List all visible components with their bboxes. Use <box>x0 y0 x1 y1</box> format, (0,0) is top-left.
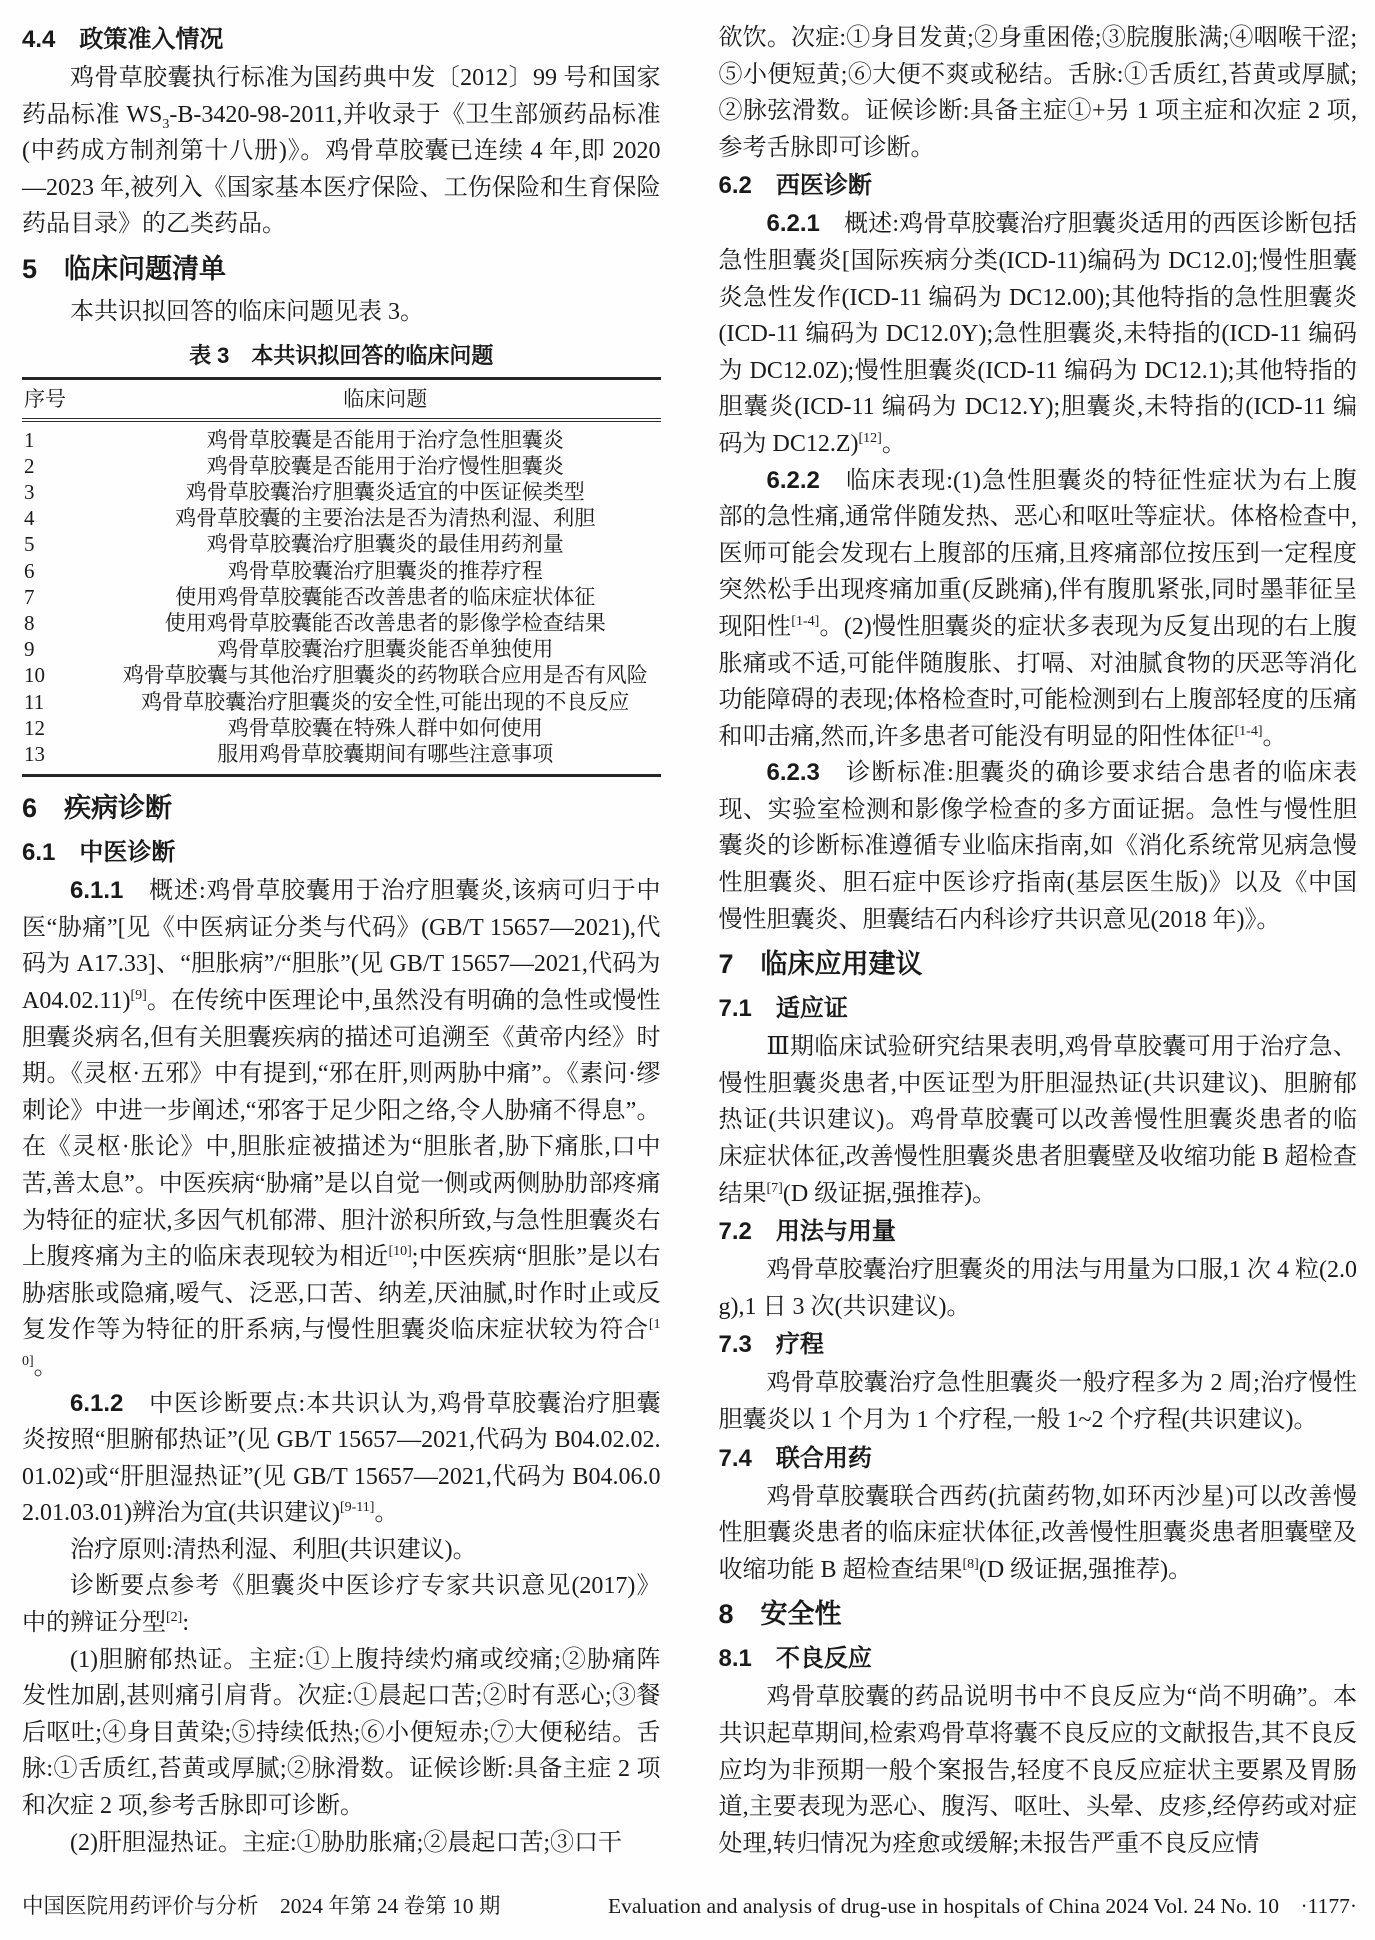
table-row <box>22 505 661 531</box>
table-title: 表 3 本共识拟回答的临床问题 <box>189 342 494 368</box>
footer-journal-title-cn: 中国医院用药评价与分析 2024 年第 24 卷第 10 期 <box>22 1894 501 1918</box>
paragraph-6-1-2-key-points <box>22 1386 661 1532</box>
row-question-cell: 使用鸡骨草胶囊能否改善患者的影像学检查结果 <box>164 610 606 635</box>
header-cell-question: 临床问题 <box>110 378 661 420</box>
paragraph-6-1-1-overview <box>22 873 661 1385</box>
table-header-row <box>22 378 661 420</box>
section-heading-6-2: 6.2 西医诊断 <box>718 172 872 200</box>
section-heading-7-3: 7.3 疗程 <box>718 1331 824 1359</box>
text-run: 鸡骨草胶囊联合西药(抗菌药物,如环丙沙星)可以改善慢性胆囊炎患者的临床症状体征,改善慢性胆囊炎患者胆囊壁及收缩功能 B 超检查结果 <box>718 1483 1357 1583</box>
paragraph-diagnosis-reference <box>22 1568 661 1641</box>
citation-superscript: [1-4] <box>1234 723 1263 739</box>
table-body <box>22 420 661 776</box>
text-run: 。 <box>374 1500 399 1527</box>
section-heading-4-4: 4.4 政策准入情况 <box>22 26 224 53</box>
text-run: 鸡骨草胶囊治疗胆囊炎的用法与用量为口服,1 次 4 粒(2.0 g),1 日 3 次(共识建议)。 <box>718 1257 1357 1320</box>
text-run: (D 级证据,强推荐)。 <box>978 1556 1193 1583</box>
row-seq-cell: 5 <box>24 532 35 557</box>
section-heading-5: 5 临床问题清单 <box>22 253 227 284</box>
text-run: 治疗原则:清热利湿、利胆(共识建议)。 <box>70 1536 477 1563</box>
row-question-cell: 鸡骨草胶囊是否能用于治疗慢性胆囊炎 <box>206 453 564 478</box>
section-heading-8-1: 8.1 不良反应 <box>718 1645 872 1673</box>
row-question-cell: 鸡骨草胶囊在特殊人群中如何使用 <box>227 715 543 740</box>
table-row <box>22 636 661 662</box>
text-run: Ⅲ期临床试验研究结果表明,鸡骨草胶囊可用于治疗急、慢性胆囊炎患者,中医证型为肝胆湿热证(共识建议)、胆腑郁热证(共识建议)。鸡骨草胶囊可以改善慢性胆囊炎患者的临床症状体征,改善慢性胆囊炎患者胆囊壁及收缩功能 B 超检查结果 <box>718 1034 1357 1207</box>
text-run: 。 <box>881 430 906 457</box>
text-run: -B-3420-98-2011,并收录于《卫生部颁药品标准(中药成方制剂第十八册)》。鸡骨草胶囊已连续 4 年,即 2020—2023 年,被列入《国家基本医疗保险、工伤保险和生育保险药品目录》的乙类药品。 <box>22 101 661 238</box>
table-row <box>22 715 661 741</box>
table-row <box>22 420 661 453</box>
table-row <box>22 453 661 479</box>
row-question-cell: 鸡骨草胶囊治疗胆囊炎的最佳用药剂量 <box>206 532 564 557</box>
right-column <box>719 20 1358 1862</box>
row-seq-cell: 13 <box>24 742 45 766</box>
text-run: (2)肝胆湿热证。主症:①胁肋胀痛;②晨起口苦;③口干 <box>70 1829 622 1856</box>
paragraph-adverse-reactions <box>719 1679 1358 1862</box>
row-seq-cell: 11 <box>24 689 45 714</box>
table-row <box>22 610 661 636</box>
citation-superscript: [7] <box>766 1180 783 1196</box>
paragraph-6-2-1-overview <box>719 206 1358 462</box>
paragraph-number-lead: 6.2.2 <box>766 466 820 494</box>
row-question-cell: 鸡骨草胶囊治疗胆囊炎的推荐疗程 <box>227 558 543 583</box>
citation-superscript: [1-4] <box>791 613 820 629</box>
table-row <box>22 741 661 776</box>
row-question-cell: 鸡骨草胶囊与其他治疗胆囊炎的药物联合应用是否有风险 <box>122 663 648 688</box>
paragraph-syndrome-type-1 <box>22 1642 661 1825</box>
text-run: 。 <box>33 1353 58 1380</box>
citation-superscript: [9] <box>130 987 147 1003</box>
text-run: (1)胆腑郁热证。主症:①上腹持续灼痛或绞痛;②胁痛阵发性加剧,甚则痛引肩背。次症:①晨起口苦;②时有恶心;③餐后呕吐;④身目黄染;⑤持续低热;⑥小便短赤;⑦大便秘结。舌脉:①舌质红,苔黄或厚腻;②脉滑数。证候诊断:具备主症 2 项和次症 2 项,参考舌脉即可诊断。 <box>22 1646 661 1820</box>
header-cell-seq: 序号 <box>22 378 110 420</box>
row-seq-cell: 6 <box>24 558 35 583</box>
citation-superscript: [10] <box>388 1244 412 1260</box>
table-row <box>22 479 661 505</box>
page-footer <box>22 1889 1357 1920</box>
table-row <box>22 662 661 688</box>
row-seq-cell: 4 <box>24 506 35 531</box>
text-run: 诊断要点参考《胆囊炎中医诊疗专家共识意见(2017)》中的辨证分型 <box>22 1573 661 1637</box>
text-run: 诊断标准:胆囊炎的确诊要求结合患者的临床表现、实验室检测和影像学检查的多方面证据。急性与慢性胆囊炎的诊断标准遵循专业临床指南,如《消化系统常见病急慢性胆囊炎、胆石症中医诊疗指南(基层医生版)》以及《中国慢性胆囊炎、胆囊结石内科诊疗共识意见(2018 年)》。 <box>718 760 1357 933</box>
text-run: 鸡骨草胶囊执行标准为国药典中发〔2012〕99 号和国家药品标准 WS <box>22 65 661 128</box>
table-row <box>22 531 661 557</box>
text-run: 。 <box>1262 723 1287 750</box>
citation-superscript: [10] <box>22 1317 661 1369</box>
text-run: 欲饮。次症:①身目发黄;②身重困倦;③脘腹胀满;④咽喉干涩;⑤小便短黄;⑥大便不爽或秘结。舌脉:①舌质红,苔黄或厚腻;②脉弦滑数。证候诊断:具备主症①+另 1 项主症和次症 2 项,参考舌脉即可诊断。 <box>718 25 1357 161</box>
paragraph-number-lead: 6.1.1 <box>70 877 124 905</box>
row-question-cell: 鸡骨草胶囊治疗胆囊炎的安全性,可能出现的不良反应 <box>141 689 630 714</box>
paragraph-6-2-2-clinical-manifestations <box>719 463 1358 756</box>
paragraph-combination-therapy <box>719 1479 1358 1589</box>
text-run: 本共识拟回答的临床问题见表 3。 <box>70 298 424 325</box>
paragraph-syndrome-type-2 <box>22 1825 661 1862</box>
table-row <box>22 689 661 715</box>
row-question-cell: 使用鸡骨草胶囊能否改善患者的临床症状体征 <box>175 584 596 609</box>
paragraph-syndrome-type-2-continued <box>719 20 1358 166</box>
row-question-cell: 鸡骨草胶囊的主要治法是否为清热利湿、利胆 <box>175 506 596 531</box>
paragraph-dosage <box>719 1252 1358 1325</box>
paragraph-indications <box>719 1029 1358 1212</box>
text-run: 概述:鸡骨草胶囊治疗胆囊炎适用的西医诊断包括急性胆囊炎[国际疾病分类(ICD-11)编码为 DC12.0];慢性胆囊炎急性发作(ICD-11 编码为 DC12.00);其他特指的急性胆囊炎(ICD-11 编码为 DC12.0Y);急性胆囊炎,未特指的(ICD-11 编码为 DC12.0Z);慢性胆囊炎(ICD-11 编码为 DC12.1);其他特指的胆囊炎(ICD-11 编码为 DC12.Y);胆囊炎,未特指的(ICD-11 编码为 DC12.Z) <box>718 211 1357 457</box>
paragraph-policy-access <box>22 60 661 243</box>
paragraph-number-lead: 6.2.3 <box>766 759 820 787</box>
table-row <box>22 584 661 610</box>
section-heading-6: 6 疾病诊断 <box>22 793 173 824</box>
paragraph-treatment-principle <box>22 1532 661 1569</box>
row-question-cell: 服用鸡骨草胶囊期间有哪些注意事项 <box>217 742 554 766</box>
row-seq-cell: 2 <box>24 453 35 478</box>
row-seq-cell: 12 <box>24 715 45 740</box>
citation-superscript: [12] <box>858 430 882 446</box>
text-run: ;中医疾病“胆胀”是以右胁痞胀或隐痛,嗳气、泛恶,口苦、纳差,厌油腻,时作时止或反复发作等为特征的肝系病,与慢性胆囊炎临床症状较为符合 <box>22 1244 661 1344</box>
row-question-cell: 鸡骨草胶囊治疗胆囊炎能否单独使用 <box>217 637 554 662</box>
text-run: 中医诊断要点:本共识认为,鸡骨草胶囊治疗胆囊炎按照“胆腑郁热证”(见 GB/T 15657—2021,代码为 B04.02.02.01.02)或“肝胆湿热证”(见 GB/T 15657—2021,代码为 B04.06.02.01.03.01)辨治为宜(共识建议) <box>22 1390 661 1527</box>
paragraph-table-intro <box>22 294 661 331</box>
text-run: 概述:鸡骨草胶囊用于治疗胆囊炎,该病可归于中医“胁痛”[见《中医病证分类与代码》(GB/T 15657—2021),代码为 A17.33]、“胆胀病”/“胆胀”(见 GB/T 15657—2021,代码为 A04.02.11) <box>22 878 661 1014</box>
paragraph-course <box>719 1365 1358 1438</box>
paragraph-number-lead: 6.1.2 <box>70 1389 124 1417</box>
subscript: 3 <box>162 116 170 132</box>
section-heading-7-2: 7.2 用法与用量 <box>718 1218 896 1246</box>
row-seq-cell: 10 <box>24 663 45 688</box>
paragraph-6-2-3-diagnostic-criteria <box>719 755 1358 938</box>
text-run: 。在传统中医理论中,虽然没有明确的急性或慢性胆囊炎病名,但有关胆囊疾病的描述可追溯至《黄帝内经》时期。《灵枢·五邪》中有提到,“邪在肝,则两胁中痛”。《素问·缪刺论》中进一步阐述,“邪客于足少阳之络,令人胁痛不得息”。在《灵枢·胀论》中,胆胀症被描述为“胆胀者,胁下痛胀,口中苦,善太息”。中医疾病“胁痛”是以自觉一侧或两侧胁肋部疼痛为特征的症状,多因气机郁滞、胆汁淤积所致,与急性胆囊炎右上腹疼痛为主的临床表现较为相近 <box>22 987 661 1271</box>
table-row <box>22 558 661 584</box>
text-run: : <box>182 1610 189 1637</box>
row-seq-cell: 9 <box>24 637 35 662</box>
table-head <box>22 378 661 420</box>
text-run: (D 级证据,强推荐)。 <box>782 1180 997 1207</box>
text-run: 。(2)慢性胆囊炎的症状多表现为反复出现的右上腹胀痛或不适,可能伴随腹胀、打嗝、对油腻食物的厌恶等消化功能障碍的表现;体格检查时,可能检测到右上腹部轻度的压痛和叩击痛,然而,许多患者可能没有明显的阳性体征 <box>718 613 1358 750</box>
section-heading-6-1: 6.1 中医诊断 <box>22 839 176 867</box>
citation-superscript: [2] <box>166 1610 183 1626</box>
citation-superscript: [8] <box>962 1556 979 1572</box>
text-run: 鸡骨草胶囊的药品说明书中不良反应为“尚不明确”。本共识起草期间,检索鸡骨草将囊不良反应的文献报告,其不良反应均为非预期一般个案报告,轻度不良反应症状主要累及胃肠道,主要表现为恶心、腹泻、呕吐、头晕、皮疹,经停药或对症处理,转归情况为痊愈或缓解;未报告严重不良反应情 <box>718 1684 1357 1857</box>
section-heading-7-4: 7.4 联合用药 <box>718 1444 872 1472</box>
section-heading-7-1: 7.1 适应证 <box>718 995 848 1023</box>
section-heading-8: 8 安全性 <box>718 1599 842 1630</box>
row-seq-cell: 1 <box>24 427 35 452</box>
paragraph-number-lead: 6.2.1 <box>766 210 820 238</box>
left-column <box>22 20 661 1862</box>
row-question-cell: 鸡骨草胶囊是否能用于治疗急性胆囊炎 <box>206 427 564 452</box>
row-seq-cell: 8 <box>24 610 35 635</box>
section-heading-7: 7 临床应用建议 <box>718 949 923 980</box>
row-question-cell: 鸡骨草胶囊治疗胆囊炎适宜的中医证候类型 <box>185 479 585 504</box>
footer-journal-title-en: Evaluation and analysis of drug-use in hospitals of China 2024 Vol. 24 No. 10 ·1177· <box>607 1894 1357 1918</box>
citation-superscript: [9-11] <box>339 1500 375 1516</box>
row-seq-cell: 7 <box>24 584 35 609</box>
clinical-questions-table <box>22 377 661 778</box>
row-seq-cell: 3 <box>24 479 35 504</box>
text-run: 临床表现:(1)急性胆囊炎的特征性症状为右上腹部的急性痛,通常伴随发热、恶心和呕吐等症状。体格检查中,医师可能会发现右上腹部的压痛,且疼痛部位按压到一定程度突然松手出现疼痛加重(反跳痛),伴有腹肌紧张,同时墨菲征呈现阳性 <box>718 467 1357 640</box>
text-run: 鸡骨草胶囊治疗急性胆囊炎一般疗程多为 2 周;治疗慢性胆囊炎以 1 个月为 1 个疗程,一般 1~2 个疗程(共识建议)。 <box>718 1370 1357 1433</box>
